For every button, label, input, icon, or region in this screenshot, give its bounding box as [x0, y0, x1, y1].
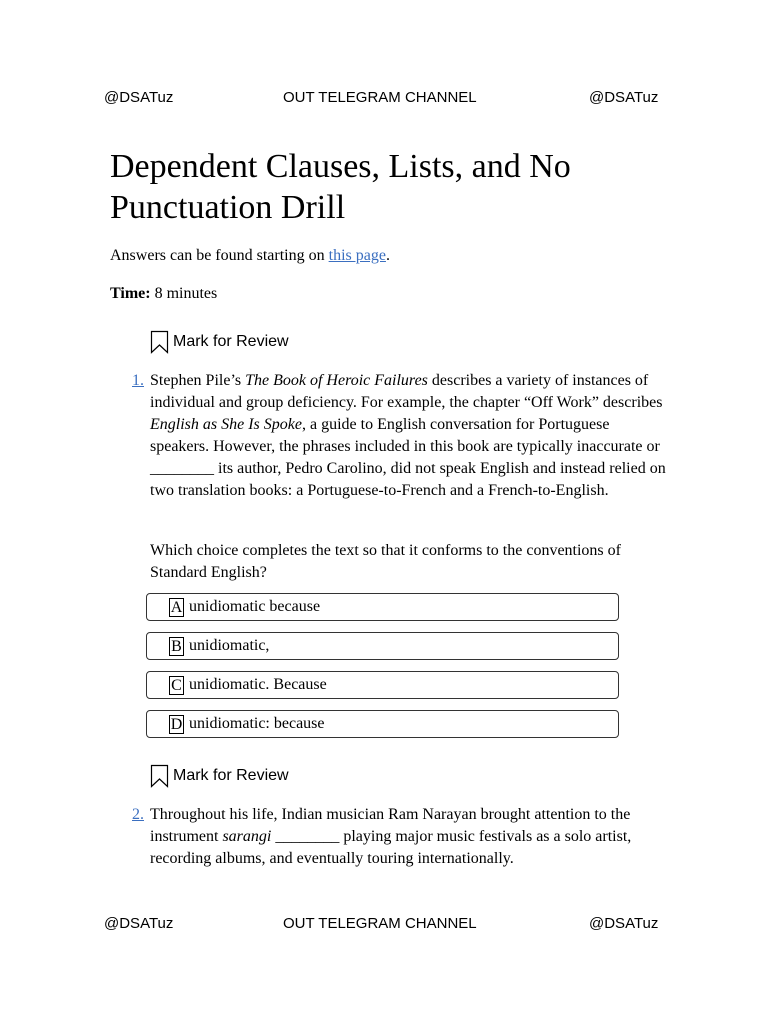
question-2-passage [150, 804, 670, 870]
time-label: Time: [110, 285, 151, 302]
question-1-prompt: Which choice completes the text so that it conforms to the conventions of Standard English? [150, 542, 621, 581]
choice-text: unidiomatic: because [189, 715, 325, 732]
q2-passage-part: Throughout his life, Indian musician Ram Narayan brought attention to the instrument [150, 806, 631, 845]
choice-text: unidiomatic. Because [189, 676, 327, 693]
choice-text: unidiomatic because [189, 598, 321, 615]
choice-text: unidiomatic, [189, 637, 270, 654]
answers-page-link[interactable]: this page [328, 247, 386, 264]
page-header [0, 89, 768, 113]
q1-passage-part: describes a variety of instances of individual and group deficiency. For example, the chapter “Off Work” describes [150, 372, 663, 411]
bookmark-icon [150, 330, 169, 354]
q2-instrument-term: sarangi [222, 828, 272, 845]
q1-passage-part: , a guide to English conversation for Portuguese speakers. However, the phrases included in this book are typically inaccurate or ________ its author, Pedro Carolino, did not speak English and instead relied on two translation books: a Portuguese-to-French and a French-to-English. [150, 416, 666, 499]
footer-left-handle: @DSATuz [104, 915, 174, 932]
time-value: 8 minutes [150, 285, 218, 302]
header-channel-text: OUT TELEGRAM CHANNEL [283, 89, 477, 106]
choice-letter: B [169, 637, 184, 656]
q1-book-title-2: English as She Is Spoke [150, 416, 302, 433]
choice-letter: C [169, 676, 184, 695]
question-1-passage [150, 370, 670, 502]
bookmark-icon [150, 764, 169, 788]
q1-book-title: The Book of Heroic Failures [245, 372, 428, 389]
mark-for-review-q2[interactable] [150, 764, 289, 788]
q1-passage-part: Stephen Pile’s [150, 372, 246, 389]
footer-channel-text: OUT TELEGRAM CHANNEL [283, 915, 477, 932]
page-title: Dependent Clauses, Lists, and No Punctuation Drill [110, 148, 571, 226]
question-2-number[interactable]: 2. [132, 806, 144, 823]
choice-c[interactable] [146, 671, 619, 699]
header-right-handle: @DSATuz [589, 89, 659, 106]
question-1-number[interactable]: 1. [132, 372, 144, 389]
choice-d[interactable] [146, 710, 619, 738]
choice-a[interactable] [146, 593, 619, 621]
time-limit [110, 283, 217, 305]
mark-for-review-q1[interactable] [150, 330, 289, 354]
mark-for-review-label: Mark for Review [173, 333, 289, 350]
choice-b[interactable] [146, 632, 619, 660]
q2-passage-part: ________ playing major music festivals as a solo artist, recording albums, and eventually touring internationally. [150, 828, 632, 867]
answers-note-text: Answers can be found starting on [110, 247, 329, 264]
header-left-handle: @DSATuz [104, 89, 174, 106]
page-footer [0, 915, 768, 939]
footer-right-handle: @DSATuz [589, 915, 659, 932]
choice-letter: A [170, 598, 183, 616]
answers-note [110, 245, 390, 267]
answers-note-end: . [385, 247, 390, 264]
mark-for-review-label: Mark for Review [173, 767, 289, 784]
choice-letter: D [170, 715, 183, 733]
